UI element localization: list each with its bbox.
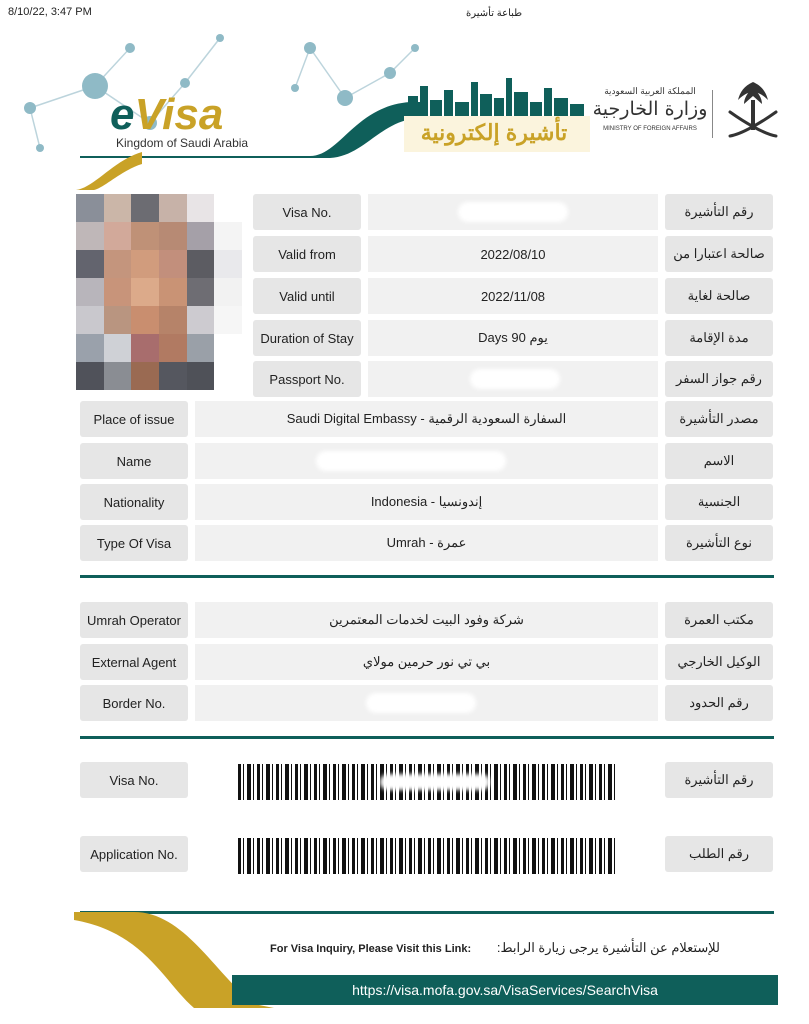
application-barcode bbox=[238, 838, 616, 874]
label-ar-place-of-issue: مصدر التأشيرة bbox=[665, 401, 773, 437]
redaction-passport-no bbox=[470, 369, 560, 389]
ministry-divider bbox=[712, 90, 713, 138]
print-timestamp: 8/10/22, 3:47 PM bbox=[8, 6, 92, 18]
section-divider bbox=[80, 575, 774, 578]
label-valid-until: Valid until bbox=[253, 278, 361, 314]
ministry-ar-main: وزارة الخارجية bbox=[592, 98, 708, 120]
redaction-name bbox=[316, 451, 506, 471]
label-name: Name bbox=[80, 443, 188, 479]
label-ar-barcode-application-no: رقم الطلب bbox=[665, 836, 773, 872]
label-valid-from: Valid from bbox=[253, 236, 361, 272]
evisa-logo bbox=[80, 90, 420, 158]
value-type-of-visa: Umrah - عمرة bbox=[195, 525, 658, 561]
redaction-border-no bbox=[366, 693, 476, 713]
label-ar-barcode-visa-no: رقم التأشيرة bbox=[665, 762, 773, 798]
label-barcode-application-no: Application No. bbox=[80, 836, 188, 872]
label-duration: Duration of Stay bbox=[253, 320, 361, 356]
value-place-of-issue: Saudi Digital Embassy - السفارة السعودية الرقمية bbox=[195, 401, 658, 437]
value-external-agent: بي تي نور حرمين مولاي bbox=[195, 644, 658, 680]
label-nationality: Nationality bbox=[80, 484, 188, 520]
label-passport-no: Passport No. bbox=[253, 361, 361, 397]
label-ar-passport-no: رقم جواز السفر bbox=[665, 361, 773, 397]
gold-swoosh-icon bbox=[74, 150, 144, 190]
visa-inquiry-link[interactable]: https://visa.mofa.gov.sa/VisaServices/SearchVisa bbox=[352, 982, 658, 998]
label-visa-no: Visa No. bbox=[253, 194, 361, 230]
applicant-photo bbox=[76, 194, 242, 390]
label-ar-border-no: رقم الحدود bbox=[665, 685, 773, 721]
label-barcode-visa-no: Visa No. bbox=[80, 762, 188, 798]
value-valid-from: 2022/08/10 bbox=[368, 236, 658, 272]
ministry-en: MINISTRY OF FOREIGN AFFAIRS bbox=[603, 126, 697, 132]
redaction-visa-barcode bbox=[380, 774, 490, 790]
label-ar-external-agent: الوكيل الخارجي bbox=[665, 644, 773, 680]
label-ar-type-of-visa: نوع التأشيرة bbox=[665, 525, 773, 561]
label-ar-visa-no: رقم التأشيرة bbox=[665, 194, 773, 230]
label-type-of-visa: Type Of Visa bbox=[80, 525, 188, 561]
ministry-ar-top: المملكة العربية السعودية bbox=[604, 86, 696, 96]
value-duration: Days 90 يوم bbox=[368, 320, 658, 356]
label-ar-valid-until: صالحة لغاية bbox=[665, 278, 773, 314]
value-umrah-operator: شركة وفود البيت لخدمات المعتمرين bbox=[195, 602, 658, 638]
label-umrah-operator: Umrah Operator bbox=[80, 602, 188, 638]
label-ar-nationality: الجنسية bbox=[665, 484, 773, 520]
inquiry-text-ar: للإستعلام عن التأشيرة يرجى زيارة الرابط: bbox=[496, 940, 720, 955]
label-place-of-issue: Place of issue bbox=[80, 401, 188, 437]
redaction-visa-no bbox=[458, 202, 568, 222]
label-border-no: Border No. bbox=[80, 685, 188, 721]
value-nationality: Indonesia - إندونسيا bbox=[195, 484, 658, 520]
label-ar-duration: مدة الإقامة bbox=[665, 320, 773, 356]
label-external-agent: External Agent bbox=[80, 644, 188, 680]
print-title: طباعة تأشيرة bbox=[466, 8, 523, 19]
evisa-wordmark: eVisa bbox=[110, 90, 224, 139]
saudi-emblem-icon bbox=[722, 78, 784, 144]
skyline-icon bbox=[406, 72, 586, 116]
inquiry-text-en: For Visa Inquiry, Please Visit this Link: bbox=[270, 943, 472, 955]
section-divider bbox=[80, 736, 774, 739]
label-ar-umrah-operator: مكتب العمرة bbox=[665, 602, 773, 638]
label-ar-valid-from: صالحة اعتبارا من bbox=[665, 236, 773, 272]
value-valid-until: 2022/11/08 bbox=[368, 278, 658, 314]
evisa-subtitle: Kingdom of Saudi Arabia bbox=[116, 136, 249, 150]
label-ar-name: الاسم bbox=[665, 443, 773, 479]
arabic-title: تأشيرة إلكترونية bbox=[420, 120, 568, 145]
